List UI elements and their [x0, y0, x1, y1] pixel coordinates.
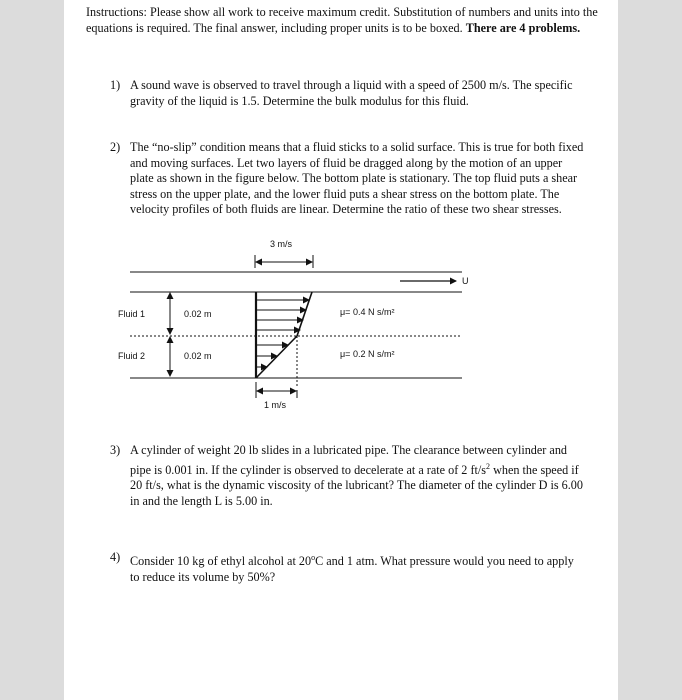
problem-text-part: when the speed if 20 ft/s, what is the dynamic viscosity of the lubricant? The diameter of the cylinder D is 6.00 in and the length L is 5.00 in. [130, 462, 583, 508]
problem-text: The “no-slip” condition means that a fluid sticks to a solid surface. This is true for both fixed and moving surfaces. Let two layers of fluid be dragged along by the motion of an upper plate as shown in the figure below. The bottom plate is stationary. The top fluid puts a shear stress on the upper plate, and the lower fluid puts a shear stress on the bottom plate. The velocity profiles of both fluids are linear. Determine the ratio of these two shear stresses. [130, 140, 584, 216]
profile-fluid-1 [297, 292, 312, 336]
viscosity-2-label: μ= 0.2 N s/m² [340, 349, 395, 359]
document-page [64, 0, 618, 700]
problem-text-part: A cylinder of weight 20 lb slides in a lubricated pipe. The clearance between cylinder and pipe is 0.001 in. If the cylinder is observed to decelerate at a rate of 2 ft/s [130, 443, 568, 477]
instructions-bold: There are 4 problems. [465, 21, 581, 35]
problem-number: 4) [110, 550, 121, 564]
thickness-1-label: 0.02 m [184, 309, 212, 319]
problem-text-part: C and 1 atm. What pressure would you need to apply to reduce its volume by 50%? [130, 554, 574, 584]
instructions-text: Instructions: Please show all work to receive maximum credit. Substitution of numbers and units into the equations is required. The final answer, including proper units is to be boxed. [86, 5, 598, 35]
profile-fluid-2 [256, 336, 297, 378]
problem-number: 3) [110, 443, 121, 457]
plate-velocity-label: U [462, 276, 469, 286]
fluid-2-label: Fluid 2 [118, 351, 146, 361]
degree-symbol: o [311, 553, 316, 562]
exponent: 2 [486, 461, 491, 471]
viewer-margin-right [618, 0, 682, 700]
viewer-margin-left [0, 0, 64, 700]
top-velocity-label: 3 m/s [270, 239, 293, 249]
problem-text [130, 443, 588, 509]
problem-number: 2) [110, 140, 121, 154]
problem-number: 1) [110, 78, 121, 92]
viscosity-1-label: μ= 0.4 N s/m² [340, 307, 395, 317]
fluid-1-label: Fluid 1 [118, 309, 146, 319]
bottom-velocity-label: 1 m/s [264, 400, 287, 410]
thickness-2-label: 0.02 m [184, 351, 212, 361]
problem-text [130, 550, 580, 585]
problem-text: A sound wave is observed to travel through a liquid with a speed of 2500 m/s. The specific gravity of the liquid is 1.5. Determine the bulk modulus for this fluid. [130, 78, 573, 108]
problem-text-part: Consider 10 kg of ethyl alcohol at 20 [130, 554, 312, 569]
